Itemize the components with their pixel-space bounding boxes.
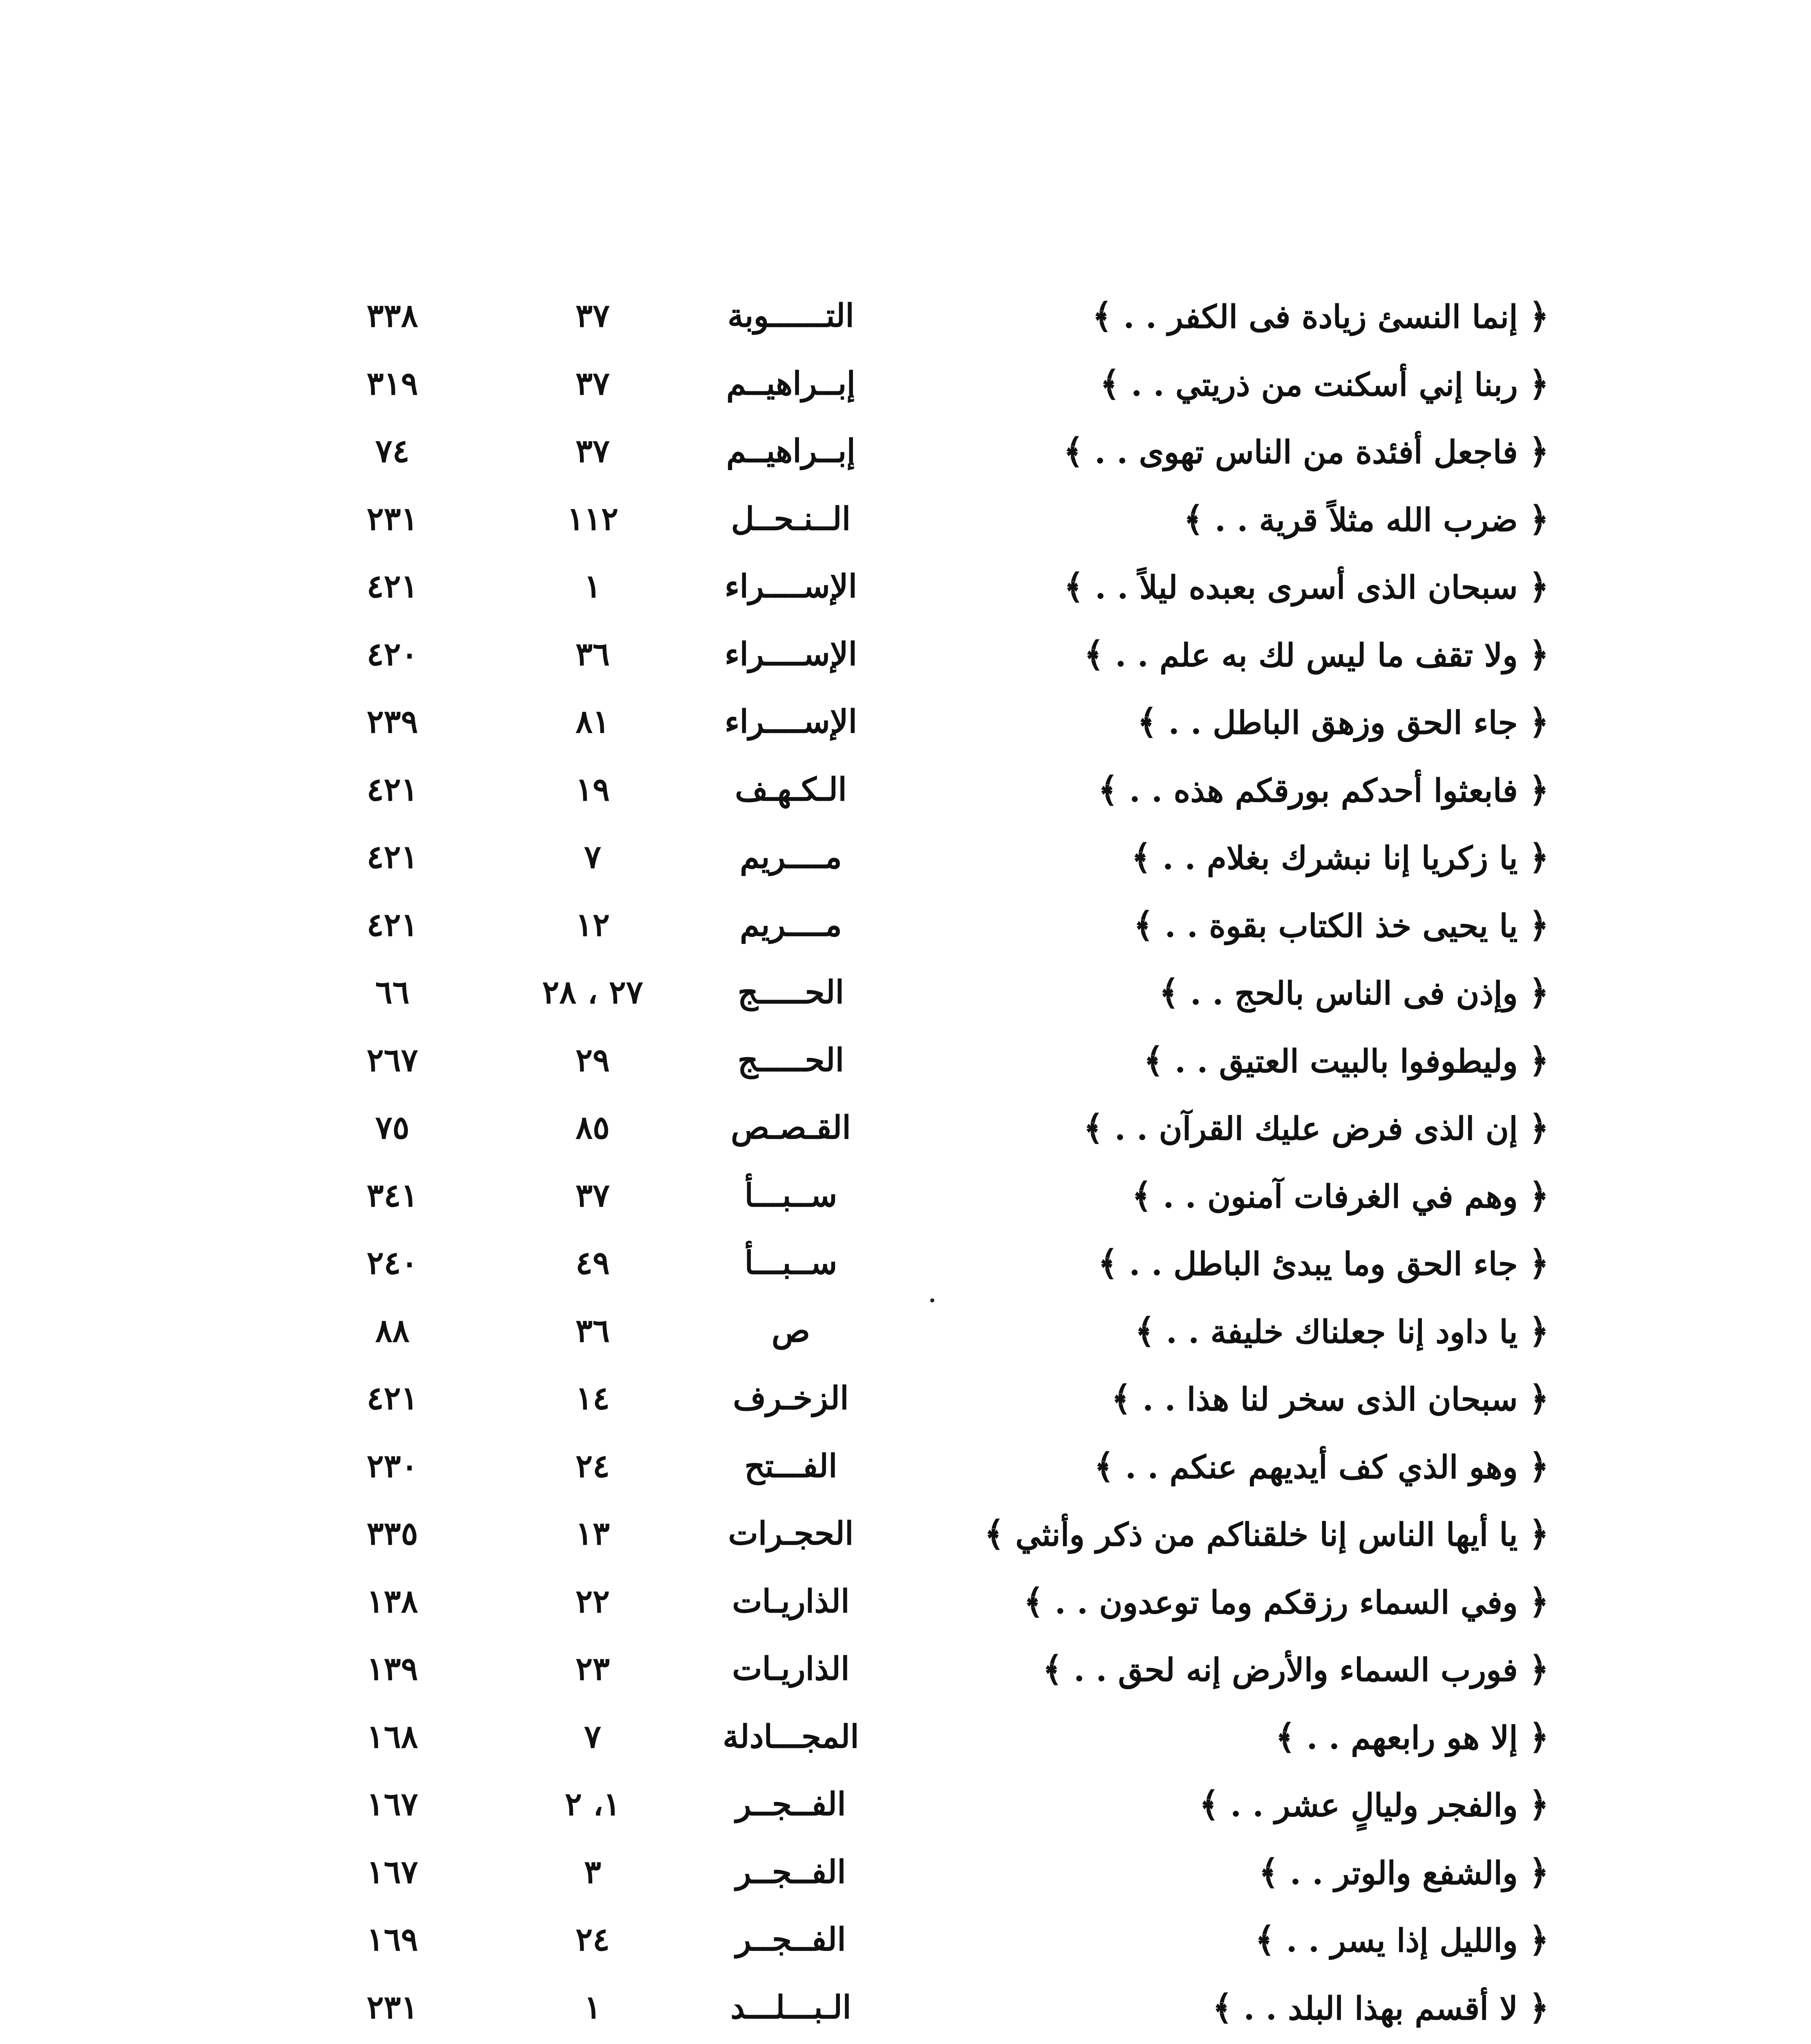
index-row [294,485,1549,553]
verse-text-cell [887,756,1549,824]
verse-text-cell [887,350,1549,418]
ornate-bracket-close-icon: ﴾ [1137,702,1157,742]
verse-text-cell [887,1432,1549,1500]
verse-text: ضرب الله مثلاً قرية . . [1215,501,1518,539]
ornate-bracket-close-icon: ﴾ [1098,769,1118,810]
verse-text: فورب السماء والأرض إنه لحق . . [1073,1652,1518,1689]
verse-text-cell [887,1703,1549,1771]
surah-name-cell: ص [771,1312,810,1349]
ayah-number-cell [490,2041,695,2044]
ornate-bracket-close-icon: ﴾ [1133,904,1154,945]
index-row [294,891,1549,959]
ornate-bracket-close-icon: ﴾ [1092,296,1113,336]
surah-name-cell: الـكـهـف [735,771,847,808]
page-reference-cell: ٤٢١ [367,1380,418,1417]
surah-name-cell: الفــجــر [736,1921,846,1958]
surah-name-cell: الذاريـات [732,1650,850,1688]
ayah-number-cell: ٣ [584,1853,601,1891]
verse-text-cell [887,485,1549,553]
ornate-bracket-close-icon: ﴾ [1042,1649,1063,1689]
index-row [294,1635,1549,1703]
verse-text: ربنا إني أسكنت من ذريتي . . [1131,366,1518,403]
index-row [294,1500,1549,1568]
page-reference-cell: ٣١٩ [367,365,418,402]
page-reference-cell: ١٣٨ [367,1582,418,1620]
ornate-bracket-open-icon: ﴿ [1529,634,1549,675]
ayah-number-cell: ١، ٢ [564,1786,621,1823]
ayah-number-cell: ٧ [584,838,601,876]
page-reference-cell: ٧٤ [375,433,410,470]
ayah-number-cell: ١١٢ [567,500,618,538]
ornate-bracket-open-icon: ﴿ [1529,1446,1549,1486]
verse-text: فابعثوا أحدكم بورقكم هذه . . [1129,772,1518,809]
verse-text: لا أقسم بهذا البلد . . [1243,1990,1518,2027]
ornate-bracket-close-icon: ﴾ [1132,1175,1152,1216]
ornate-bracket-open-icon: ﴿ [1529,1851,1549,1892]
ayah-number-cell: ٢٣ [575,1650,610,1688]
surah-name-cell: ســبـــأ [744,1177,837,1214]
verse-text-cell [887,282,1549,350]
surah-name-cell: مــــريم [740,906,842,944]
surah-name-cell: الفــجــر [736,1786,846,1823]
surah-name-cell: الحجـرات [728,1515,854,1552]
index-row [294,1297,1549,1365]
index-row [294,1432,1549,1500]
ornate-bracket-close-icon: ﴾ [1199,1784,1220,1824]
index-row [294,1974,1549,2042]
surah-name-cell: مــــريم [740,838,842,876]
verse-text-cell [887,1026,1549,1094]
surah-name-cell: الحـــــج [737,1041,844,1079]
verse-text-cell [887,823,1549,891]
ayah-number-cell: ٢٢ [575,1582,610,1620]
verse-text: وإذن فى الناس بالحج . . [1190,975,1518,1012]
verse-text-cell [887,1635,1549,1703]
ornate-bracket-close-icon: ﴾ [1111,1378,1131,1419]
index-row [294,1568,1549,1636]
ornate-bracket-close-icon: ﴾ [1131,837,1151,877]
ayah-number-cell: ٢٧ ، ٢٨ [542,974,643,1011]
verse-text-cell [887,1094,1549,1162]
ornate-bracket-open-icon: ﴿ [1529,1649,1549,1689]
verse-text: يا داود إنا جعلناك خليفة . . [1166,1313,1518,1351]
ornate-bracket-close-icon: ﴾ [1183,498,1204,539]
surah-name-cell: إبــراهيــم [726,433,856,470]
verse-text: وليطوفوا بالبيت العتيق . . [1175,1042,1518,1080]
verse-text-cell [887,621,1549,688]
index-row [294,350,1549,418]
verse-text-cell [887,417,1549,485]
ayah-number-cell: ٣٦ [575,1312,610,1349]
index-row [294,2041,1549,2044]
ayah-number-cell: ٢٤ [575,1447,610,1485]
ornate-bracket-open-icon: ﴿ [1529,1784,1549,1824]
page-reference-cell: ١٦٨ [367,1718,418,1755]
verse-text-cell [887,1974,1549,2042]
index-row [294,1906,1549,1974]
surah-name-cell: ســبـــأ [744,1244,837,1282]
verse-text-cell [887,1297,1549,1365]
ayah-number-cell: ١٣ [575,1515,610,1552]
ayah-number-cell: ١٩ [575,771,610,808]
page-reference-cell: ٨٨ [375,1312,410,1349]
ornate-bracket-open-icon: ﴿ [1529,1378,1549,1419]
ornate-bracket-open-icon: ﴿ [1529,837,1549,877]
page-reference-cell: ٦٦ [375,974,410,1011]
ornate-bracket-close-icon: ﴾ [1275,1716,1296,1757]
ayah-number-cell: ١٤ [575,1380,610,1417]
ayah-number-cell: ١ [584,1988,601,2026]
page-reference-cell: ٢٣١ [367,500,418,538]
surah-name-cell: الذاريـات [732,1582,850,1620]
ornate-bracket-close-icon: ﴾ [1212,1987,1233,2028]
ornate-bracket-open-icon: ﴿ [1529,296,1549,336]
ornate-bracket-open-icon: ﴿ [1529,1107,1549,1148]
surah-name-cell: الفـــتح [744,1447,837,1485]
index-row [294,1162,1549,1230]
ayah-number-cell: ٨٥ [575,1109,610,1146]
index-row [294,959,1549,1026]
verse-text-cell [887,1568,1549,1636]
verse-text-cell [887,1838,1549,1906]
ornate-bracket-open-icon: ﴿ [1529,1716,1549,1757]
verse-text-cell [887,1500,1549,1568]
stray-ink-dot [930,1298,934,1302]
verse-text: ولا تقف ما ليس لك به علم . . [1115,637,1518,674]
ornate-bracket-open-icon: ﴿ [1529,1987,1549,2028]
page-reference-cell: ٤٢١ [367,771,418,808]
verse-text: جاء الحق وما يبدئ الباطل . . [1129,1246,1518,1283]
ornate-bracket-close-icon: ﴾ [1135,1310,1155,1351]
page-reference-cell: ٤٢٠ [367,635,418,673]
page-reference-cell: ٢٣١ [367,1988,418,2026]
verse-text: وهم في الغرفات آمنون . . [1163,1178,1518,1215]
surah-name-cell: المجـــادلة [723,1718,859,1755]
verse-text: فاجعل أفئدة من الناس تهوى . . [1094,434,1518,471]
ayah-number-cell: ١ [584,568,601,605]
ornate-bracket-open-icon: ﴿ [1529,904,1549,945]
ornate-bracket-close-icon: ﴾ [1063,431,1083,471]
ornate-bracket-close-icon: ﴾ [1063,566,1084,607]
index-row [294,823,1549,891]
verse-text-cell [887,1162,1549,1230]
ornate-bracket-close-icon: ﴾ [1143,1040,1164,1080]
index-row [294,1026,1549,1094]
ornate-bracket-close-icon: ﴾ [1159,972,1179,1013]
verse-text-cell [887,959,1549,1026]
verse-text-cell [887,1906,1549,1974]
index-row [294,1365,1549,1432]
verse-text: إن الذى فرض عليك القرآن . . [1114,1110,1518,1148]
ornate-bracket-close-icon: ﴾ [1023,1581,1044,1622]
ornate-bracket-open-icon: ﴿ [1529,566,1549,607]
verse-text: وهو الذي كف أيديهم عنكم . . [1125,1448,1518,1486]
index-row [294,688,1549,756]
surah-name-cell: الإســــراء [724,703,857,740]
ayah-number-cell: ٧ [584,1718,601,1755]
surah-name-cell: الإســــراء [724,568,857,605]
verse-text: يا زكريا إنا نبشرك بغلام . . [1162,840,1518,877]
page-reference-cell: ٤٢١ [367,906,418,944]
verse-text: يا أيها الناس إنا خلقناكم من ذكر وأنثي [1015,1516,1518,1553]
surah-name-cell: إبــراهيــم [726,365,856,402]
ornate-bracket-open-icon: ﴿ [1529,1513,1549,1554]
verse-text: سبحان الذى أسرى بعبده ليلاً . . [1095,569,1518,606]
page-reference-cell: ٢٣٠ [367,1447,418,1485]
surah-name-cell: القـصـص [731,1109,851,1146]
verse-text: والليل إذا يسر . . [1286,1922,1518,1959]
page-reference-cell: ١٦٧ [367,1853,418,1891]
verse-text: إلا هو رابعهم . . [1306,1719,1518,1757]
page-reference-cell: ٢٦٧ [367,1041,418,1079]
index-row [294,1703,1549,1771]
ayah-number-cell: ٣٧ [575,433,610,470]
page-reference-cell: ٢٣٩ [367,703,418,740]
verse-text: إنما النسئ زيادة فى الكفر . . [1123,298,1518,336]
verse-text-cell [887,1229,1549,1297]
page-reference-cell: ٤٢١ [367,568,418,605]
surah-name-cell [695,2041,887,2044]
index-row [294,621,1549,688]
verse-text-cell [887,891,1549,959]
ayah-number-cell: ٣٦ [575,635,610,673]
index-row [294,756,1549,824]
page-reference-cell: ٣٣٨ [367,297,418,334]
page-reference-cell: ٤٢١ [367,838,418,876]
verse-index-table [294,282,1549,2044]
ornate-bracket-close-icon: ﴾ [1098,1243,1118,1283]
verse-text: سبحان الذى سخر لنا هذا . . [1142,1381,1518,1418]
ornate-bracket-close-icon: ﴾ [984,1513,1005,1554]
surah-name-cell: التــــــوبة [728,297,854,334]
page-reference-cell: ١٦٧ [367,1786,418,1823]
index-row [294,1229,1549,1297]
ornate-bracket-close-icon: ﴾ [1083,1107,1104,1148]
ornate-bracket-open-icon: ﴿ [1529,1919,1549,1960]
verse-text-cell [887,688,1549,756]
ornate-bracket-open-icon: ﴿ [1529,1040,1549,1080]
surah-name-cell: الــنـحــل [731,500,851,538]
index-row [294,1094,1549,1162]
ornate-bracket-open-icon: ﴿ [1529,1243,1549,1283]
page-reference-cell: ١٦٩ [367,1921,418,1958]
page-reference-cell: ٧٥ [375,1109,410,1146]
verse-text: وفي السماء رزقكم وما توعدون . . [1054,1584,1518,1621]
ornate-bracket-open-icon: ﴿ [1529,1581,1549,1622]
page-reference-cell [294,2041,490,2044]
ayah-number-cell: ١٢ [575,906,610,944]
page-reference-cell: ٣٤١ [367,1177,418,1214]
surah-name-cell: الـبـــلـــد [730,1988,851,2026]
surah-name-cell: الزخـرف [733,1380,849,1417]
verse-text-cell [887,1771,1549,1838]
index-row [294,553,1549,621]
ornate-bracket-open-icon: ﴿ [1529,702,1549,742]
index-row [294,1771,1549,1838]
ayah-number-cell: ٨١ [575,703,610,740]
ornate-bracket-open-icon: ﴿ [1529,1310,1549,1351]
verse-text: جاء الحق وزهق الباطل . . [1168,704,1518,742]
surah-name-cell: الفــجــر [736,1853,846,1891]
verse-text: والشفع والوتر . . [1290,1854,1518,1892]
ornate-bracket-open-icon: ﴿ [1529,431,1549,471]
verse-text: والفجر وليالٍ عشر . . [1230,1787,1518,1824]
ayah-number-cell: ٣٧ [575,365,610,402]
ayah-number-cell: ٣٧ [575,297,610,334]
ornate-bracket-close-icon: ﴾ [1099,363,1120,404]
index-row [294,282,1549,350]
index-row [294,417,1549,485]
ayah-number-cell: ٤٩ [575,1244,610,1282]
ayah-number-cell: ٣٧ [575,1177,610,1214]
surah-name-cell: الإســــراء [724,635,857,673]
ayah-number-cell: ٢٩ [575,1041,610,1079]
page-reference-cell: ٢٤٠ [367,1244,418,1282]
verse-text: يا يحيى خذ الكتاب بقوة . . [1164,907,1518,945]
ornate-bracket-open-icon: ﴿ [1529,769,1549,810]
ornate-bracket-open-icon: ﴿ [1529,972,1549,1013]
surah-name-cell: الحـــــج [737,974,844,1011]
ornate-bracket-close-icon: ﴾ [1255,1919,1275,1960]
ornate-bracket-close-icon: ﴾ [1094,1446,1114,1486]
verse-text-cell [887,2041,1549,2044]
ayah-number-cell: ٢٤ [575,1921,610,1958]
ornate-bracket-close-icon: ﴾ [1258,1851,1279,1892]
ornate-bracket-close-icon: ﴾ [1084,634,1104,675]
verse-text-cell [887,553,1549,621]
page-reference-cell: ١٣٩ [367,1650,418,1688]
verse-text-cell [887,1365,1549,1432]
ornate-bracket-open-icon: ﴿ [1529,1175,1549,1216]
ornate-bracket-open-icon: ﴿ [1529,363,1549,404]
ornate-bracket-open-icon: ﴿ [1529,498,1549,539]
page-reference-cell: ٣٣٥ [367,1515,418,1552]
index-row [294,1838,1549,1906]
